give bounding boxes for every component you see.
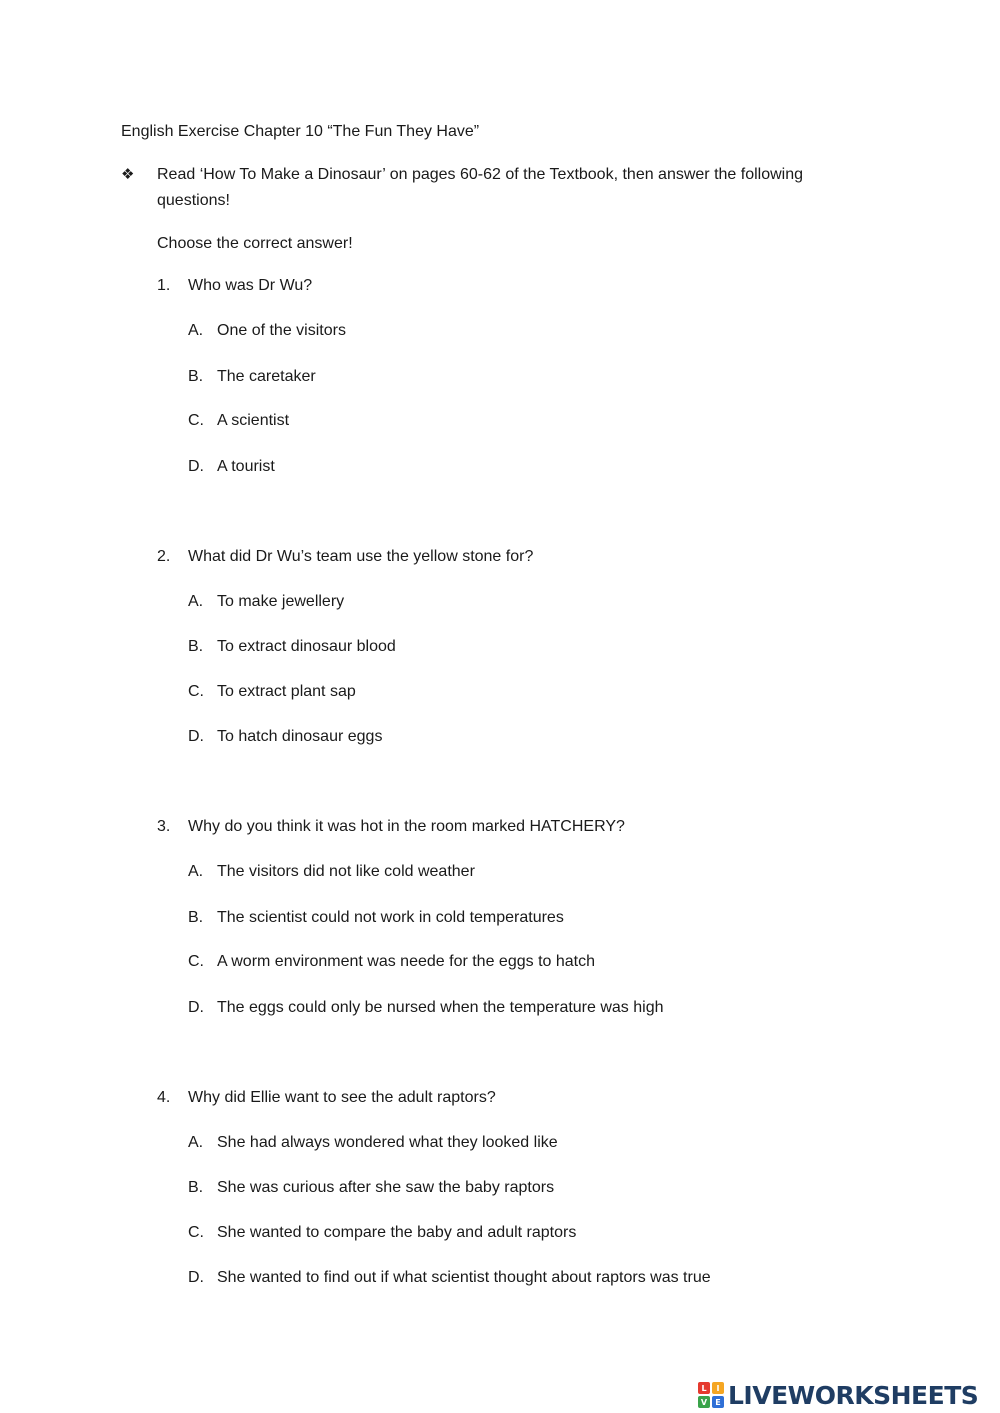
question-number: 1. bbox=[157, 277, 171, 294]
option-letter: C. bbox=[188, 1224, 204, 1241]
option-text[interactable]: She wanted to compare the baby and adult raptors bbox=[217, 1224, 577, 1241]
logo-text: LIVEWORKSHEETS bbox=[728, 1380, 979, 1410]
option-letter: D. bbox=[188, 1269, 204, 1286]
question-number: 4. bbox=[157, 1089, 171, 1106]
option-letter: D. bbox=[188, 728, 204, 745]
question-number: 3. bbox=[157, 818, 171, 835]
option-letter: B. bbox=[188, 638, 204, 655]
instruction-line-2: questions! bbox=[157, 192, 230, 209]
option-letter: A. bbox=[188, 322, 204, 339]
option-letter: D. bbox=[188, 999, 204, 1016]
page-title: English Exercise Chapter 10 “The Fun They Have” bbox=[121, 123, 480, 140]
logo-icon-letter: I bbox=[712, 1382, 724, 1394]
option-letter: A. bbox=[188, 863, 204, 880]
option-text[interactable]: The visitors did not like cold weather bbox=[217, 863, 475, 880]
option-text[interactable]: The scientist could not work in cold temperatures bbox=[217, 909, 564, 926]
option-letter: A. bbox=[188, 1134, 204, 1151]
instruction-line-1: Read ‘How To Make a Dinosaur’ on pages 60-62 of the Textbook, then answer the following bbox=[157, 166, 804, 183]
option-text[interactable]: To make jewellery bbox=[217, 593, 345, 610]
option-letter: C. bbox=[188, 683, 204, 700]
diamond-dots-icon: ❖ bbox=[121, 166, 135, 183]
option-letter: C. bbox=[188, 953, 204, 970]
option-text[interactable]: She wanted to find out if what scientist thought about raptors was true bbox=[217, 1269, 711, 1286]
option-letter: B. bbox=[188, 368, 204, 385]
logo-icon-letter: L bbox=[698, 1382, 710, 1394]
liveworksheets-logo bbox=[698, 1378, 978, 1412]
option-text[interactable]: One of the visitors bbox=[217, 322, 346, 339]
option-text[interactable]: To extract dinosaur blood bbox=[217, 638, 396, 655]
question-text: Why do you think it was hot in the room marked HATCHERY? bbox=[188, 818, 625, 835]
option-text[interactable]: The caretaker bbox=[217, 368, 316, 385]
option-text[interactable]: She had always wondered what they looked like bbox=[217, 1134, 558, 1151]
option-text[interactable]: A scientist bbox=[217, 412, 290, 429]
choose-instruction: Choose the correct answer! bbox=[157, 235, 353, 252]
logo-icon bbox=[698, 1382, 724, 1408]
question-text: Who was Dr Wu? bbox=[188, 277, 313, 294]
option-text[interactable]: A tourist bbox=[217, 458, 275, 475]
logo-icon-letter: V bbox=[698, 1396, 710, 1408]
logo-icon-letter: E bbox=[712, 1396, 724, 1408]
question-text: What did Dr Wu’s team use the yellow stone for? bbox=[188, 548, 534, 565]
option-letter: D. bbox=[188, 458, 204, 475]
option-text[interactable]: The eggs could only be nursed when the temperature was high bbox=[217, 999, 664, 1016]
option-letter: B. bbox=[188, 1179, 204, 1196]
question-number: 2. bbox=[157, 548, 171, 565]
option-text[interactable]: A worm environment was neede for the eggs to hatch bbox=[217, 953, 595, 970]
option-letter: B. bbox=[188, 909, 204, 926]
option-text[interactable]: To extract plant sap bbox=[217, 683, 356, 700]
question-text: Why did Ellie want to see the adult raptors? bbox=[188, 1089, 496, 1106]
option-letter: A. bbox=[188, 593, 204, 610]
option-letter: C. bbox=[188, 412, 204, 429]
option-text[interactable]: To hatch dinosaur eggs bbox=[217, 728, 383, 745]
option-text[interactable]: She was curious after she saw the baby raptors bbox=[217, 1179, 555, 1196]
